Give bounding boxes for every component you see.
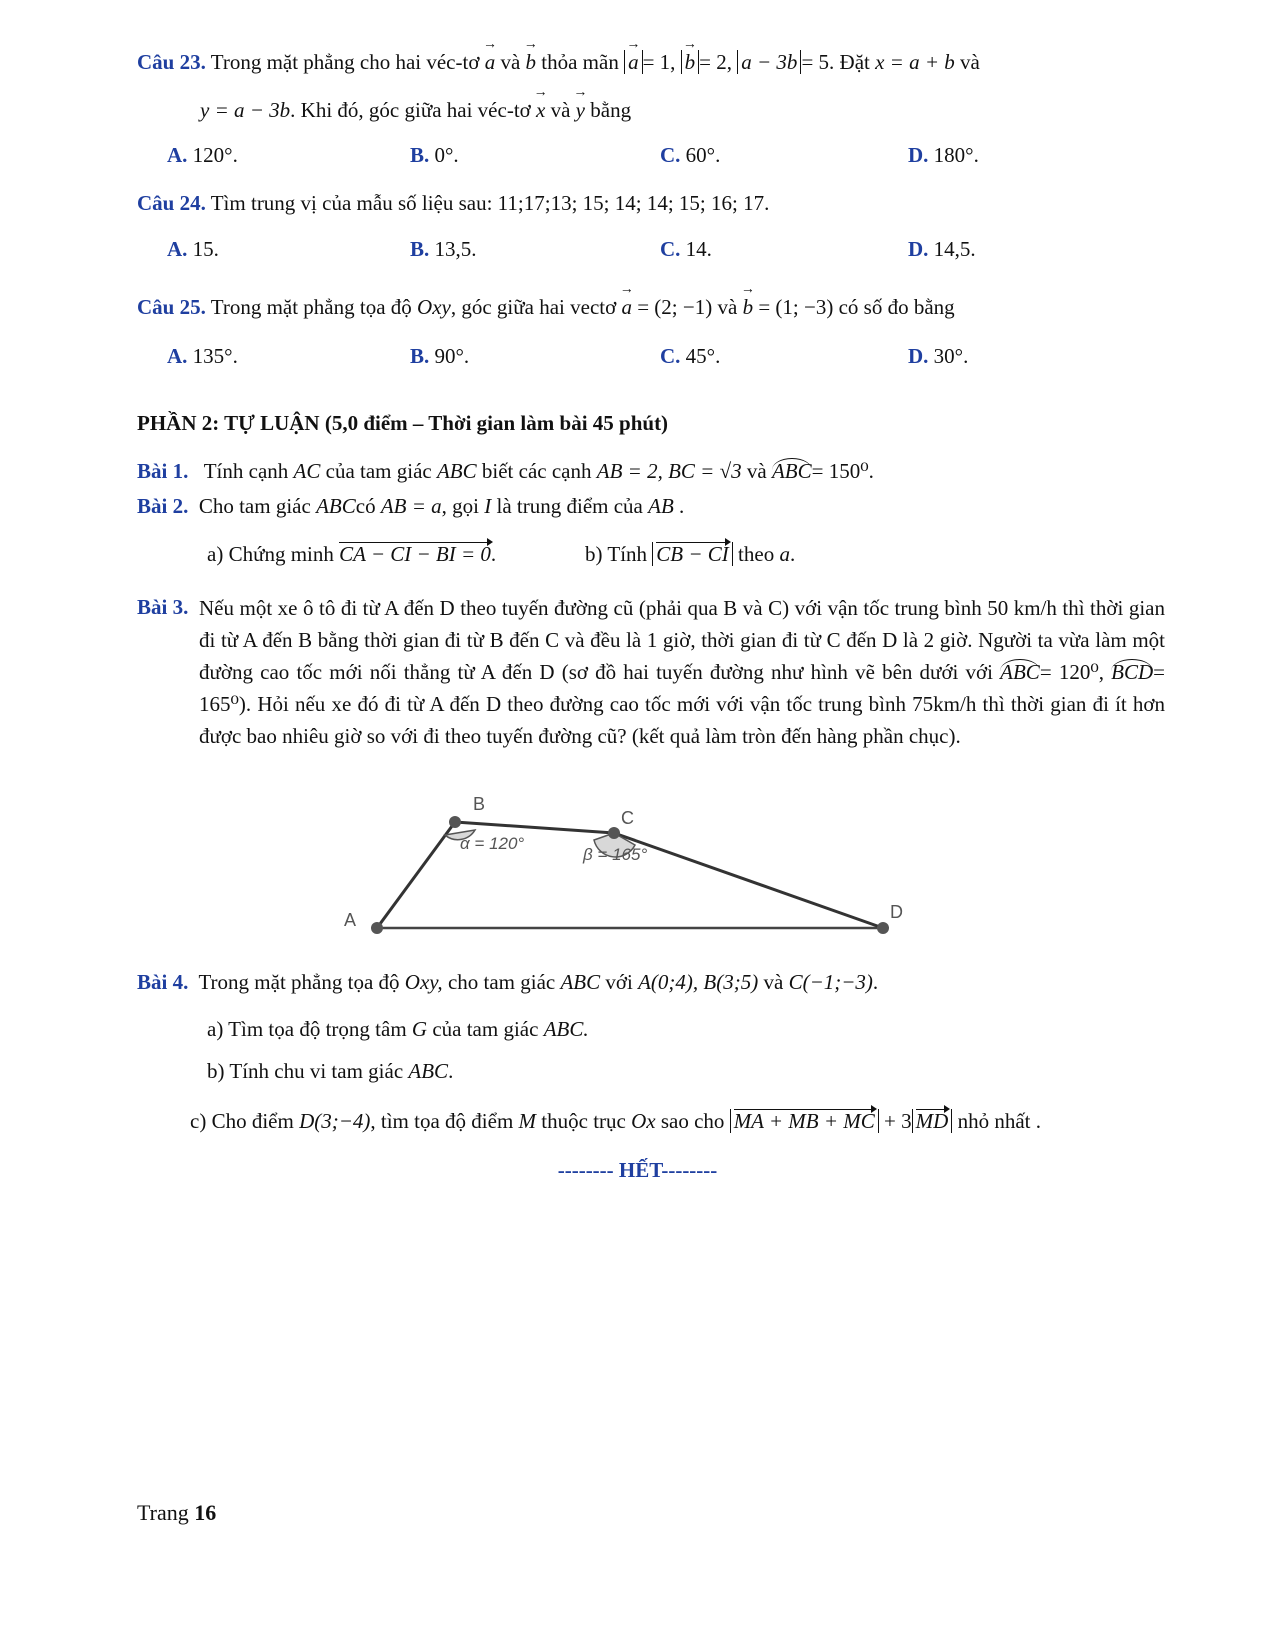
bai4c-text-5: nhỏ nhất . [957, 1109, 1041, 1133]
q23-cond-2: = 2, [699, 50, 733, 74]
bai2-ab: AB [648, 494, 674, 518]
question-25-label: Câu 25. [137, 295, 206, 319]
vector-a-value: = (2; −1) [637, 295, 713, 319]
bai2-point-i: I [484, 494, 492, 518]
bai4a-text: a) Tìm tọa độ trọng tâm [207, 1017, 407, 1041]
page-number: 16 [194, 1500, 217, 1525]
option-a[interactable]: A. 135°. [167, 344, 238, 368]
angle-abc-value: = 120⁰, [1039, 660, 1104, 684]
footer-prefix: Trang [137, 1500, 189, 1525]
option-a[interactable]: A. 15. [167, 237, 219, 261]
bai4b-abc: ABC [408, 1059, 449, 1083]
q23-text-1: Trong mặt phẳng cho hai véc-tơ [210, 50, 480, 74]
exercise-1 [137, 456, 1165, 486]
exercise-4 [137, 967, 1165, 997]
q25-oxy: Oxy [417, 295, 451, 319]
bai2-text-4: là trung điểm của [496, 494, 643, 518]
exercise-4a [207, 1014, 1165, 1044]
vector-b: → b [743, 291, 754, 318]
bai4-text-3: với [605, 970, 633, 994]
exercise-1-label: Bài 1. [137, 459, 189, 483]
x-definition: x = a + b [875, 50, 955, 74]
q25-text-3: có số đo bằng [838, 295, 955, 319]
exercise-3-label: Bài 3. [137, 595, 189, 619]
q23-text-2: thỏa mãn [541, 50, 619, 74]
bai2b-var: a [779, 542, 790, 566]
point-a [371, 922, 383, 934]
bai4a-abc: ABC. [543, 1017, 589, 1041]
option-d[interactable]: D. 14,5. [908, 237, 976, 261]
bai2-abc: ABC [316, 494, 356, 518]
vector-b: → b [526, 46, 537, 73]
bai1-and: và [746, 459, 767, 483]
option-d[interactable]: D. 30°. [908, 344, 969, 368]
bai1-text-2: của tam giác [325, 459, 432, 483]
bai2-text-3: , gọi [441, 494, 479, 518]
bai4-text-1: Trong mặt phẳng tọa độ [198, 970, 400, 994]
exercise-4c [190, 1106, 1165, 1136]
angle-bcd: BCD [1111, 660, 1154, 684]
bai4c-plus: + 3 [884, 1109, 912, 1133]
bai1-sides: AB = 2, BC = √3 [596, 459, 742, 483]
bai2b-theo: theo [738, 542, 775, 566]
segment-ab [377, 822, 455, 928]
bai2-text-5: . [679, 494, 685, 518]
bai4c-text-4: sao cho [660, 1109, 725, 1133]
vector-y: → y [576, 94, 585, 121]
bai4-text-2: cho tam giác [447, 970, 556, 994]
option-c[interactable]: C. 14. [660, 237, 712, 261]
bai4-point-c: C(−1;−3) [788, 970, 873, 994]
q23-cond-1: = 1, [642, 50, 676, 74]
vector-b-value: = (1; −3) [758, 295, 834, 319]
bai1-text-3: biết các cạnh [481, 459, 592, 483]
point-c [608, 827, 620, 839]
exercise-3-body [199, 592, 1165, 752]
bai4-oxy: Oxy, [404, 970, 443, 994]
bai2b-text: b) Tính [585, 542, 648, 566]
bai4c-text: c) Cho điểm [190, 1109, 294, 1133]
bai4-and: và [763, 970, 784, 994]
question-23 [137, 46, 1165, 77]
q23-and-3: và [550, 98, 571, 122]
bai4c-text-2: , tìm tọa độ điểm [370, 1109, 514, 1133]
point-d [877, 922, 889, 934]
question-24-options [167, 237, 1167, 267]
q23-text-3: . Khi đó, góc giữa hai véc-tơ [290, 98, 531, 122]
q23-and-2: và [960, 50, 980, 74]
bai2-text-1: Cho tam giác [198, 494, 311, 518]
option-b[interactable]: B. 13,5. [410, 237, 477, 261]
bai2a-expression: CA − CI − BI = 0 [339, 542, 491, 566]
bai4c-sum-vector: MA + MB + MC [733, 1109, 875, 1133]
page-footer [137, 1500, 216, 1526]
bai4-abc: ABC [560, 970, 601, 994]
route-diagram [330, 790, 930, 950]
question-24-label: Câu 24. [137, 191, 206, 215]
abs-b: → b [681, 50, 700, 74]
exercise-2-label: Bài 2. [137, 494, 189, 518]
question-25-options [167, 344, 1167, 374]
option-d[interactable]: D. 180°. [908, 143, 979, 167]
angle-abc: ABC [1000, 660, 1040, 684]
bai4a-text-2: của tam giác [432, 1017, 539, 1041]
bai2-ab-eq-a: AB = a [380, 494, 442, 518]
label-d: D [890, 902, 903, 922]
exercise-2b [585, 539, 795, 569]
bai1-text-1: Tính cạnh [203, 459, 289, 483]
alpha-label: α = 120° [460, 834, 525, 853]
angle-bcd-value: = 165⁰ [199, 660, 1166, 716]
part-2-heading: PHẦN 2: TỰ LUẬN (5,0 điểm – Thời gian làm bài 45 phút) [137, 411, 669, 435]
exercise-4b [207, 1056, 1165, 1086]
option-a[interactable]: A. 120°. [167, 143, 238, 167]
label-b: B [473, 794, 486, 814]
y-definition: y = a − 3b [200, 98, 291, 122]
label-a: A [344, 910, 357, 930]
bai3-text-2: ). Hỏi nếu xe đó đi từ A đến D theo đường cao tốc mới với vận tốc trung bình 75km/h thì thời gian đi ít hơn được bao nhiêu giờ so với đi theo tuyến đường cũ? (kết quả làm tròn đến hàng phần chục). [199, 692, 1165, 748]
q23-and-1: và [500, 50, 521, 74]
bai2a-end: . [490, 542, 497, 566]
q23-cond-3: = 5. [801, 50, 835, 74]
bai4c-d: D(3;−4) [299, 1109, 371, 1133]
bai4c-ox: Ox [631, 1109, 656, 1133]
question-25 [137, 291, 1165, 322]
bai3-text-1: Nếu một xe ô tô đi từ A đến D theo tuyến đường cũ (phải qua B và C) với vận tốc trung bình 50 km/h thì thời gian đi từ A đến B bằng thời gian đi từ B đến C và đều là 1 giờ, thời gian đi từ C đến D là 2 giờ. Người ta vừa làm một đường cao tốc mới nối thẳng từ A đến D (sơ đồ hai tuyến đường như hình vẽ bên dưới với [199, 596, 1165, 684]
bai4c-m: M [518, 1109, 537, 1133]
bai4a-g: G [411, 1017, 428, 1041]
question-23-line-2 [200, 94, 1165, 125]
q25-and: và [717, 295, 738, 319]
bai4c-text-3: thuộc trục [541, 1109, 626, 1133]
bai2a-text: a) Chứng minh [207, 542, 334, 566]
q25-text-1: Trong mặt phẳng tọa độ [210, 295, 412, 319]
bai1-ac: AC [293, 459, 321, 483]
q25-text-2: , góc giữa hai vectơ [450, 295, 617, 319]
question-23-options [167, 143, 1167, 173]
vector-a: → a [485, 46, 496, 73]
abs-a-3b: a − 3b [737, 50, 801, 74]
bai2b-dot: . [789, 542, 796, 566]
bai4-points: A(0;4), B(3;5) [638, 970, 759, 994]
angle-abc-value: = 150⁰. [811, 459, 874, 483]
question-23-label: Câu 23. [137, 50, 206, 74]
bai4b-text: b) Tính chu vi tam giác [207, 1059, 404, 1083]
question-24 [137, 188, 1165, 218]
bai2-text-2: có [355, 494, 376, 518]
option-c[interactable]: C. 60°. [660, 143, 721, 167]
point-b [449, 816, 461, 828]
bai4b-dot: . [448, 1059, 454, 1083]
bai4c-md-vector: MD [915, 1109, 949, 1133]
exercise-4-label: Bài 4. [137, 970, 189, 994]
bai2b-expression: CB − CI [656, 542, 729, 566]
option-b[interactable]: B. 0°. [410, 143, 459, 167]
exercise-2a [207, 539, 496, 569]
vector-x: → x [536, 94, 545, 121]
angle-abc: ABC [771, 459, 812, 483]
beta-label: β = 165° [583, 845, 648, 864]
label-c: C [621, 808, 634, 828]
q23-text-4: bằng [590, 98, 632, 122]
vector-a: → a [621, 291, 632, 318]
segment-bc [455, 822, 614, 833]
abs-a: → a [624, 50, 643, 74]
question-24-text: Tìm trung vị của mẫu số liệu sau: 11;17;13; 15; 14; 14; 15; 16; 17. [210, 191, 770, 215]
exercise-2 [137, 491, 1165, 521]
option-b[interactable]: B. 90°. [410, 344, 470, 368]
q23-dat: Đặt [839, 50, 870, 74]
segment-cd [614, 833, 883, 928]
bai1-abc: ABC [436, 459, 477, 483]
option-c[interactable]: C. 45°. [660, 344, 721, 368]
bai4-text-4: . [872, 970, 879, 994]
end-marker: -------- HẾT-------- [557, 1158, 718, 1182]
